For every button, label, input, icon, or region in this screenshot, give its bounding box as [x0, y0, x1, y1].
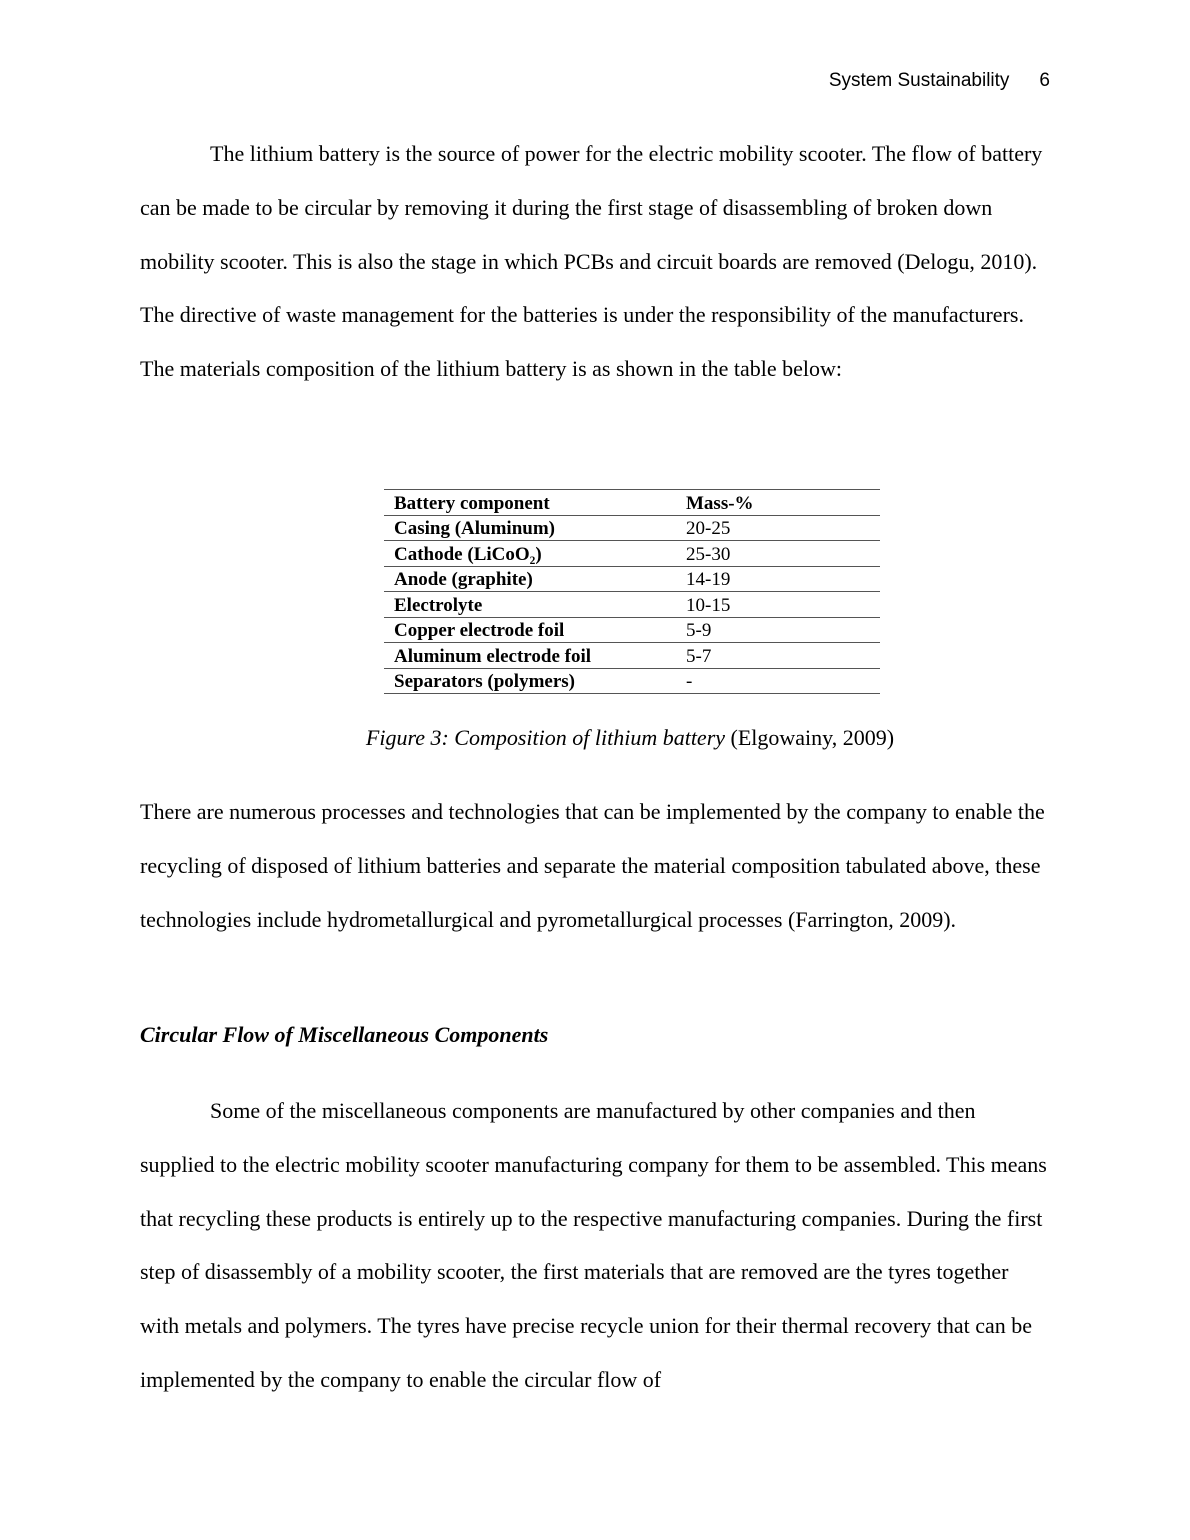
mass-cell: 5-7 — [676, 643, 880, 669]
table-row — [384, 541, 880, 567]
component-cell: Copper electrode foil — [384, 617, 676, 643]
table-row — [384, 668, 880, 694]
table-row — [384, 617, 880, 643]
caption-citation: (Elgowainy, 2009) — [725, 725, 895, 750]
header-mass: Mass-% — [676, 490, 880, 516]
mass-cell: 20-25 — [676, 515, 880, 541]
component-cell: Aluminum electrode foil — [384, 643, 676, 669]
paragraph-miscellaneous-components: Some of the miscellaneous components are manufactured by other companies and then supplied to the electric mobility scooter manufacturing company for them to be assembled. This means that recycling these products is entirely up to the respective manufacturing companies. During the first step of disassembly of a mobility scooter, the first materials that are removed are the tyres together with metals and polymers. The tyres have precise recycle union for their thermal recovery that can be implemented by the company to enable the circular flow of — [140, 1098, 1047, 1392]
figure-caption — [0, 725, 1190, 751]
page-number: 6 — [1039, 70, 1050, 91]
component-cell: Electrolyte — [384, 592, 676, 618]
mass-cell: 10-15 — [676, 592, 880, 618]
running-title: System Sustainability — [828, 70, 1010, 91]
paragraph-recycling-technologies: There are numerous processes and technologies that can be implemented by the company to enable the recycling of disposed of lithium batteries and separate the material composition tabulated above, these technologies include hydrometallurgical and pyrometallurgical processes (Farrington, 2009). — [140, 799, 1045, 932]
mass-cell: 5-9 — [676, 617, 880, 643]
battery-composition-table — [384, 489, 880, 694]
paragraph-battery-intro: The lithium battery is the source of power for the electric mobility scooter. The flow of battery can be made to be circular by removing it during the first stage of disassembling of broken down mobility scooter. This is also the stage in which PCBs and circuit boards are removed (Delogu, 2010). The directive of waste management for the batteries is under the responsibility of the manufacturers. The materials composition of the lithium battery is as shown in the table below: — [140, 141, 1043, 382]
mass-cell: 25-30 — [676, 541, 880, 567]
section-heading: Circular Flow of Miscellaneous Components — [140, 1022, 549, 1047]
component-cell: Casing (Aluminum) — [384, 515, 676, 541]
mass-cell: 14-19 — [676, 566, 880, 592]
table-row — [384, 515, 880, 541]
mass-cell: - — [676, 668, 880, 694]
table-row — [384, 566, 880, 592]
table-header-row — [384, 490, 880, 516]
table-row — [384, 643, 880, 669]
component-cell: Anode (graphite) — [384, 566, 676, 592]
component-cell: Separators (polymers) — [384, 668, 676, 694]
table-row — [384, 592, 880, 618]
header-component: Battery component — [384, 490, 676, 516]
composition-table — [384, 489, 880, 694]
running-header — [0, 70, 1050, 92]
caption-title: Figure 3: Composition of lithium battery — [365, 725, 726, 750]
component-cell: Cathode (LiCoO₂) — [384, 541, 676, 567]
